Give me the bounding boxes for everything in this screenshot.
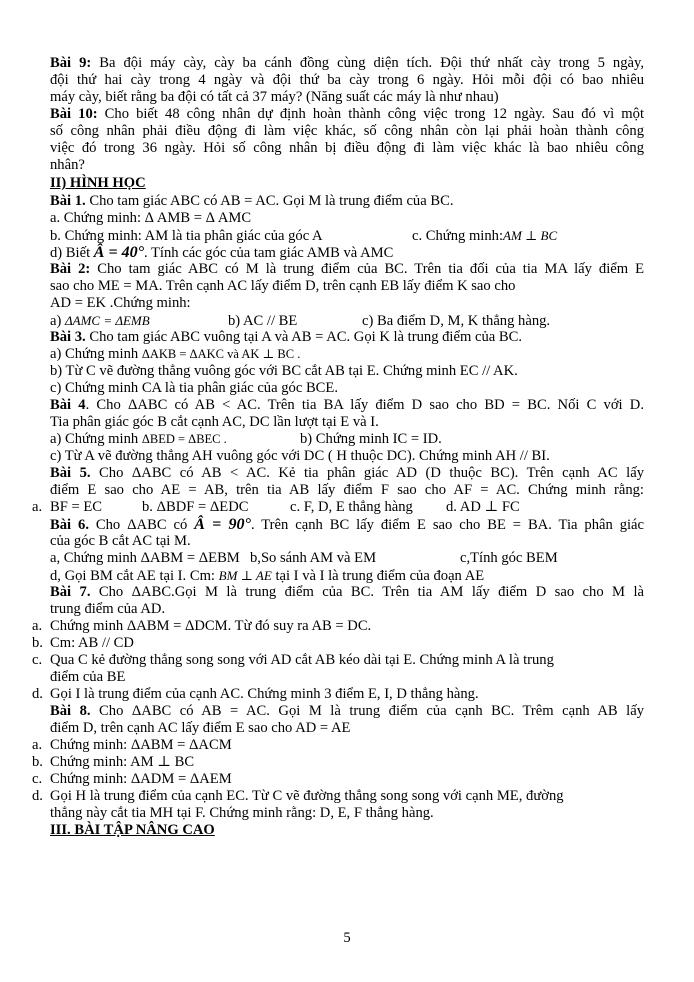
text-column [50, 788, 564, 805]
text-run: b,So sánh AM và EM [250, 550, 377, 566]
text-run: c. [32, 771, 43, 787]
text-run: Gọi H là trung điểm của cạnh EC. Từ C vẽ đường thẳng song song với cạnh ME, đường [50, 788, 564, 804]
text-line [32, 618, 644, 635]
text-column [50, 228, 412, 245]
text-line [50, 123, 644, 140]
text-run: AD = EK .Chứng minh: [50, 295, 191, 311]
exercise-label: Bài 3. [50, 329, 86, 345]
text-run: b. Chứng minh: AM là tia phân giác của góc A [50, 228, 323, 244]
text-column [228, 313, 362, 330]
text-line [50, 72, 644, 89]
text-run: d. [32, 788, 43, 804]
text-run: điểm D, trên cạnh AC lấy điểm E sao cho AD = AE [50, 720, 351, 736]
text-run: Cho ΔABC.Gọi M là trung điểm của BC. Trên tia AM lấy điểm D sao cho M là [90, 584, 644, 600]
text-column [50, 550, 250, 567]
text-line [32, 499, 644, 516]
text-run: c. F, D, E thẳng hàng [290, 499, 413, 515]
text-column [32, 737, 50, 754]
text-column [32, 635, 50, 652]
text-column [32, 754, 50, 771]
text-line [50, 567, 644, 585]
text-column [362, 313, 550, 330]
text-line [50, 227, 644, 245]
text-run: c,Tính góc BEM [460, 550, 558, 566]
text-run: BF = EC [50, 499, 103, 515]
text-run: c) Chứng minh CA là tia phân giác của góc BCE. [50, 380, 338, 396]
text-line [32, 771, 644, 788]
text-run: điểm của BE [50, 669, 126, 685]
text-run: Cho tam giác ABC có M là trung điểm của BC. Trên tia đối của tia MA lấy điểm E [90, 261, 645, 277]
text-line [50, 140, 644, 157]
text-line [32, 686, 644, 703]
text-line [50, 89, 644, 106]
text-run: c. Chứng minh: [412, 228, 504, 244]
math-expression: BM ⊥ AE [218, 568, 272, 583]
text-run: trung điểm của AD. [50, 601, 166, 617]
text-line [50, 157, 644, 174]
text-line [32, 669, 644, 686]
text-line [50, 55, 644, 72]
text-line [50, 550, 644, 567]
text-column [460, 550, 558, 567]
text-run: b) AC // BE [228, 313, 298, 329]
text-column [50, 618, 371, 635]
text-line [50, 482, 644, 499]
math-expression: Â = 40° [93, 244, 144, 261]
exercise-label: Bài 4 [50, 397, 86, 413]
text-run: c) Từ A vẽ đường thẳng AH vuông góc với DC ( H thuộc DC). Chứng minh AH // BI. [50, 448, 550, 464]
exercise-label: III. BÀI TẬP NÂNG CAO [50, 822, 215, 838]
exercise-label: Bài 10: [50, 106, 98, 122]
text-column [50, 686, 479, 703]
text-run: d. [32, 686, 43, 702]
text-line [50, 431, 644, 448]
text-line [50, 244, 644, 262]
text-run: máy cày, biết rằng ba đội có tất cả 37 máy? (Năng suất các máy là như nhau) [50, 89, 499, 105]
text-line [50, 363, 644, 380]
text-run: Chứng minh ΔABM = ΔDCM. Từ đó suy ra AB = DC. [50, 618, 372, 634]
text-line [32, 635, 644, 652]
exercise-label: Bài 9: [50, 55, 92, 71]
text-run: b) Chứng minh IC = ID. [300, 431, 442, 447]
text-run: Cho biết 48 công nhân dự định hoàn thành công việc trong 12 ngày. Sau đó vì một [97, 106, 644, 122]
text-run: Chứng minh: AM ⊥ BC [50, 754, 195, 770]
text-run: d. AD ⊥ FC [446, 499, 520, 515]
text-run: b. ΔBDF = ΔEDC [142, 499, 249, 515]
text-line [50, 822, 644, 839]
text-run: số công nhân phải điều động đi làm việc khác, số công nhân còn lại phải hoàn thành công [50, 123, 644, 139]
text-column [50, 754, 194, 771]
text-line [50, 703, 644, 720]
text-run: điểm E sao cho AE = AB, trên tia AB lấy điểm F sao cho AF = AC. Chứng minh rằng: [50, 482, 644, 498]
text-run: thẳng này cắt tia MH tại F. Chứng minh rằng: D, E, F thẳng hàng. [50, 805, 434, 821]
text-column [50, 312, 228, 330]
text-line [32, 788, 644, 805]
exercise-label: Bài 5. [50, 465, 91, 481]
text-line [32, 737, 644, 754]
text-line [50, 584, 644, 601]
text-column [50, 720, 350, 737]
text-line [50, 465, 644, 482]
text-run: Ba đội máy cày, cày ba cánh đồng cùng diện tích. Đội thứ nhất cày trong 5 ngày, [91, 55, 644, 71]
text-line [50, 261, 644, 278]
text-column [503, 227, 557, 245]
text-line [32, 754, 644, 771]
text-column [32, 499, 50, 516]
text-run: Tia phân giác góc B cắt cạnh AC, DC lần lượt tại E và I. [50, 414, 379, 430]
text-run: Cho ΔABC có AB = AC. Gọi M là trung điểm của cạnh BC. Trêm cạnh AB lấy [90, 703, 644, 719]
math-expression: ΔBED = ΔBEC . [141, 432, 227, 446]
text-run: . Tính các góc của tam giác AMB và AMC [143, 245, 394, 261]
text-run: a. [32, 737, 43, 753]
exercise-label: Bài 8. [50, 703, 91, 719]
text-line [50, 414, 644, 431]
exercise-label: Bài 7. [50, 584, 91, 600]
text-run: Cho ΔABC có AB < AC. Kẻ tia phân giác AD (D thuộc BC). Trên cạnh AC lấy [90, 465, 644, 481]
text-column [32, 618, 50, 635]
text-column [290, 499, 446, 516]
exercise-label: Bài 6. [50, 517, 89, 533]
text-run: . Cho ΔABC có AB < AC. Trên tia BA lấy điểm D sao cho BD = BC. Nối C với D. [85, 397, 644, 413]
text-run: b. [32, 754, 43, 770]
text-column [50, 669, 125, 686]
text-line [50, 533, 644, 550]
text-column [446, 499, 520, 516]
text-run: Chứng minh: ΔABM = ΔACM [50, 737, 232, 753]
text-line [50, 193, 644, 210]
text-column [32, 788, 50, 805]
exercise-label: Bài 1. [50, 193, 86, 209]
math-expression: Â = 90° [194, 516, 251, 533]
text-column [50, 635, 134, 652]
text-run: Cm: AB // CD [50, 635, 134, 651]
text-column [142, 499, 290, 516]
text-run: c. [32, 652, 43, 668]
text-line [32, 805, 644, 822]
text-line [50, 312, 644, 330]
text-run: Qua C kẻ đường thẳng song song với AD cắt AB kéo dài tại E. Chứng minh A là trung [50, 652, 554, 668]
text-run: a. [32, 499, 43, 515]
text-line [32, 720, 644, 737]
text-run: a) [50, 313, 65, 329]
text-run: việc đó trong 36 ngày. Hỏi số công nhân bị điều động đi làm việc khác là bao nhiêu công [50, 140, 644, 156]
exercise-label: Bài 2: [50, 261, 91, 277]
text-line [50, 346, 644, 363]
math-expression: AM ⊥ BC [503, 228, 558, 243]
text-line [50, 175, 644, 192]
text-run: d, Gọi BM cắt AE tại I. Cm: [50, 568, 219, 584]
text-line [50, 295, 644, 312]
text-run: sao cho ME = MA. Trên cạnh AC lấy điểm D, trên cạnh EB lấy điểm K sao cho [50, 278, 516, 294]
text-line [50, 516, 644, 534]
text-column [50, 805, 434, 822]
text-run: a) Chứng minh [50, 431, 142, 447]
text-line [32, 652, 644, 669]
text-run: tại I và I là trung điểm của đoạn AE [271, 568, 485, 584]
text-line [50, 106, 644, 123]
text-line [50, 210, 644, 227]
text-column [32, 686, 50, 703]
text-column [32, 771, 50, 788]
math-expression: ΔAKB = ΔAKC và AK ⊥ BC . [141, 347, 301, 361]
text-column [50, 499, 142, 516]
text-run: c) Ba điểm D, M, K thẳng hàng. [362, 313, 551, 329]
text-run: d) Biết [50, 245, 94, 261]
text-line [50, 380, 644, 397]
text-run: Cho ΔABC có [88, 517, 195, 533]
exercise-label: II) HÌNH HỌC [50, 175, 146, 191]
text-column [300, 431, 442, 448]
text-line [50, 397, 644, 414]
text-column [50, 771, 232, 788]
text-run: a. [32, 618, 43, 634]
text-run: Chứng minh: ΔADM = ΔAEM [50, 771, 232, 787]
text-line [50, 448, 644, 465]
text-run: b) Từ C vẽ đường thẳng vuông góc với BC cắt AB tại E. Chứng minh EC // AK. [50, 363, 518, 379]
text-run: đội thứ hai cày trong 4 ngày và đội thứ ba cày trong 6 ngày. Hỏi mỗi đội có bao nhiêu [50, 72, 644, 88]
text-column [412, 228, 503, 245]
text-column [250, 550, 460, 567]
text-run: . Trên cạnh BC lấy điểm E sao cho BE = BA. Tia phân giác [250, 517, 645, 533]
text-run: Cho tam giác ABC có AB = AC. Gọi M là trung điểm của BC. [85, 193, 454, 209]
text-run: a) Chứng minh [50, 346, 142, 362]
text-run: Cho tam giác ABC vuông tại A và AB = AC. Gọi K là trung điểm của BC. [85, 329, 522, 345]
text-column [32, 652, 50, 669]
math-expression: ΔAMC = ΔEMB [65, 313, 150, 328]
text-run: của góc B cắt AC tại M. [50, 533, 191, 549]
text-line [50, 278, 644, 295]
text-run: a. Chứng minh: Δ AMB = Δ AMC [50, 210, 252, 226]
text-column [50, 652, 554, 669]
page-number: 5 [343, 930, 351, 946]
text-run: b. [32, 635, 43, 651]
text-run: Gọi I là trung điểm của cạnh AC. Chứng minh 3 điểm E, I, D thẳng hàng. [50, 686, 479, 702]
text-line [50, 329, 644, 346]
text-column [50, 737, 232, 754]
text-line [50, 601, 644, 618]
text-run: nhân? [50, 157, 85, 173]
text-column [50, 431, 300, 448]
text-run: a, Chứng minh ΔABM = ΔEBM [50, 550, 240, 566]
